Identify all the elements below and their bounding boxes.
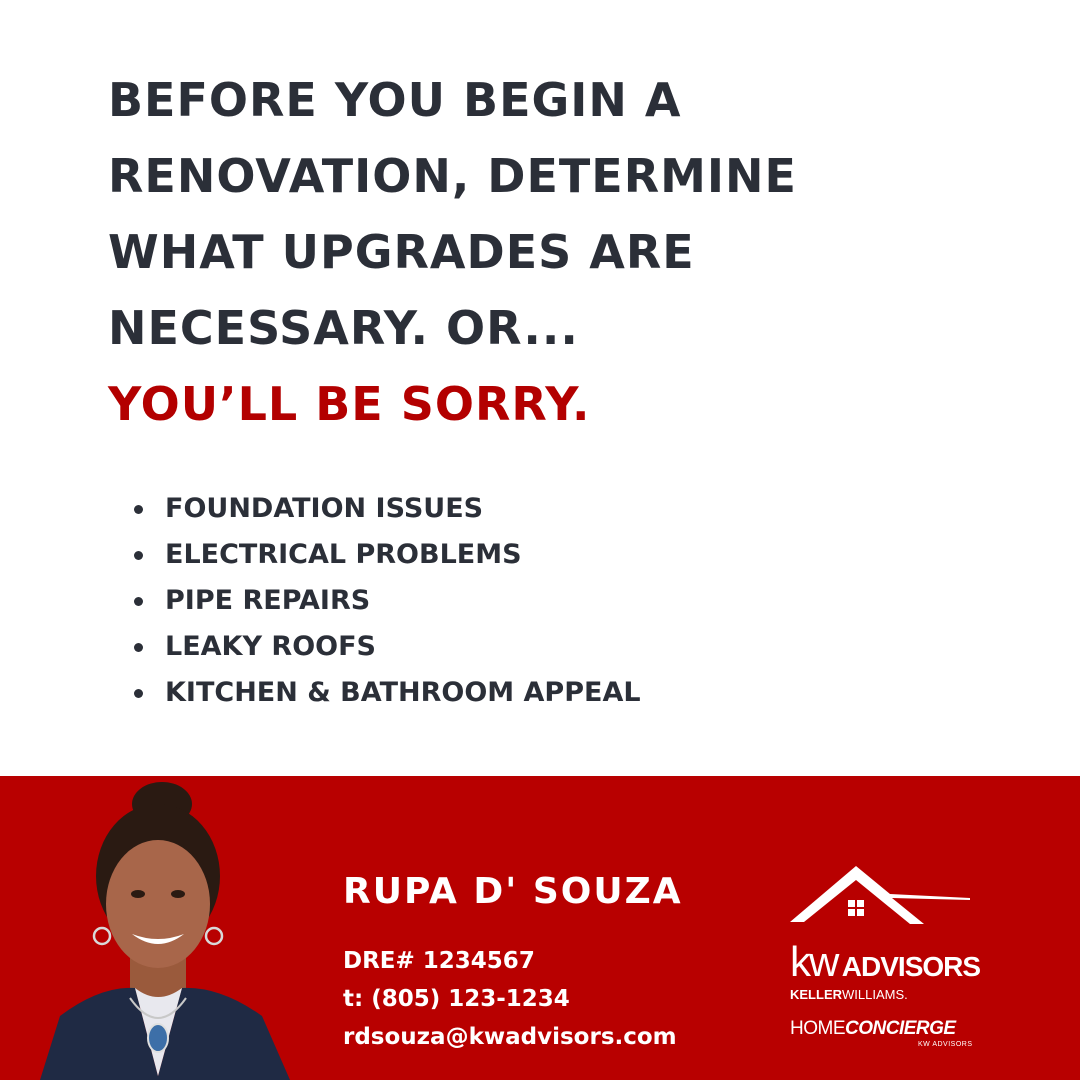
headline-line: RENOVATION, DETERMINE	[108, 149, 797, 203]
bullet-icon	[134, 597, 143, 606]
headline-line: NECESSARY. OR...	[108, 301, 579, 355]
upgrade-list	[134, 486, 641, 716]
agent-phone: t: (805) 123-1234	[343, 986, 570, 1012]
headline-line: WHAT UPGRADES ARE	[108, 225, 695, 279]
list-item	[134, 578, 641, 624]
keller-text: KELLER	[790, 987, 842, 1002]
house-roof-icon	[790, 864, 974, 928]
concierge-text: CONCIERGE	[845, 1018, 956, 1039]
list-item-label: ELECTRICAL PROBLEMS	[165, 539, 522, 570]
agent-name: RUPA D' SOUZA	[343, 871, 683, 912]
list-item	[134, 670, 641, 716]
kw-wordmark: kw	[790, 938, 838, 985]
list-item-label: FOUNDATION ISSUES	[165, 493, 484, 524]
home-concierge-subtext: KW ADVISORS	[918, 1041, 973, 1048]
bullet-icon	[134, 643, 143, 652]
list-item-label: PIPE REPAIRS	[165, 585, 371, 616]
agent-contact	[343, 942, 677, 1056]
advisors-wordmark: ADVISORS	[841, 951, 981, 982]
bullet-icon	[134, 689, 143, 698]
list-item-label: KITCHEN & BATHROOM APPEAL	[165, 677, 641, 708]
headline-line: BEFORE YOU BEGIN A	[108, 73, 682, 127]
list-item	[134, 486, 641, 532]
headline-accent: YOU’LL BE SORRY.	[108, 377, 591, 431]
kw-advisors-wordmark	[790, 938, 980, 986]
agent-footer	[0, 776, 1080, 1080]
list-item-label: LEAKY ROOFS	[165, 631, 377, 662]
williams-text: WILLIAMS.	[842, 987, 908, 1002]
agent-portrait	[0, 776, 330, 1080]
agent-photo-icon	[0, 776, 330, 1080]
keller-williams-wordmark	[790, 987, 908, 1002]
brand-logo	[786, 864, 986, 1064]
bullet-icon	[134, 505, 143, 514]
agent-email: rdsouza@kwadvisors.com	[343, 1024, 677, 1050]
bullet-icon	[134, 551, 143, 560]
list-item	[134, 532, 641, 578]
list-item	[134, 624, 641, 670]
home-concierge-wordmark	[790, 1018, 956, 1040]
agent-license: DRE# 1234567	[343, 948, 535, 974]
headline	[108, 62, 1008, 442]
home-text: HOME	[790, 1018, 845, 1039]
